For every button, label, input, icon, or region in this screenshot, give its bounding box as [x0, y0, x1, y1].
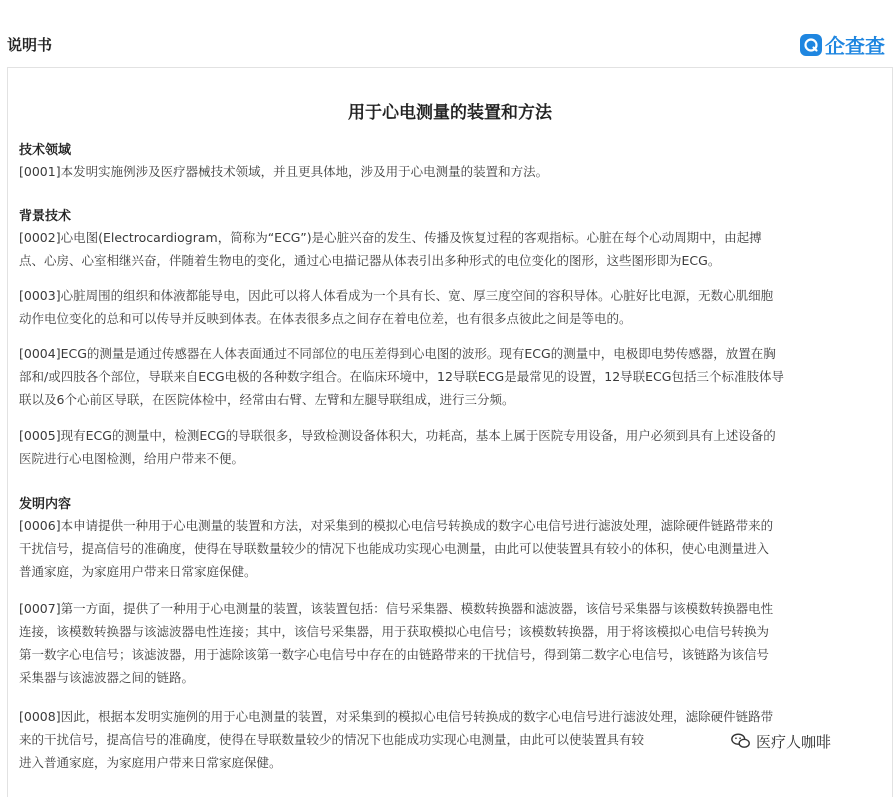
- section-heading-background: 背景技术: [19, 209, 72, 224]
- paragraph-line: 进入普通家庭，为家庭用户带来日常家庭保健。: [19, 755, 282, 770]
- paragraph-line: 第一数字心电信号；该滤波器，用于滤除该第一数字心电信号中存在的由链路带来的干扰信号，得到第二数字心电信号，该链路为该信号: [19, 647, 770, 662]
- paragraph-0002: [19, 226, 869, 272]
- page-header: [0, 0, 896, 64]
- section-heading-technical-field: 技术领域: [19, 143, 72, 158]
- paragraph-line: [0001]本发明实施例涉及医疗器械技术领域，并且更具体地，涉及用于心电测量的装置和方法。: [19, 164, 549, 179]
- qichacha-logo-icon: [800, 34, 822, 56]
- paragraph-0005: [19, 424, 869, 470]
- paragraph-line: 普通家庭，为家庭用户带来日常家庭保健。: [19, 564, 257, 579]
- paragraph-0006: [19, 514, 869, 583]
- paragraph-line: 医院进行心电图检测，给用户带来不便。: [19, 451, 245, 466]
- paragraph-line: 部和/或四肢各个部位，导联来自ECG电极的各种数字组合。在临床环境中，12导联ECG是最常见的设置，12导联ECG包括三个标准肢体导: [19, 369, 784, 384]
- wechat-icon: [730, 730, 752, 752]
- paragraph-line: 干扰信号，提高信号的准确度，使得在导联数量较少的情况下也能成功实现心电测量，由此可以使装置具有较小的体积，使心电测量进入: [19, 541, 770, 556]
- paragraph-0007: [19, 597, 869, 689]
- document-title: 用于心电测量的装置和方法: [348, 103, 552, 123]
- paragraph-0004: [19, 342, 869, 411]
- paragraph-line: [0003]心脏周围的组织和体液都能导电，因此可以将人体看成为一个具有长、宽、厚三度空间的容积导体。心脏好比电源，无数心肌细胞: [19, 288, 774, 303]
- paragraph-line: [0007]第一方面，提供了一种用于心电测量的装置，该装置包括：信号采集器、模数转换器和滤波器，该信号采集器与该模数转换器电性: [19, 601, 774, 616]
- paragraph-line: 采集器与该滤波器之间的链路。: [19, 670, 195, 685]
- paragraph-line: [0008]因此，根据本发明实施例的用于心电测量的装置，对采集到的模拟心电信号转换成的数字心电信号进行滤波处理，滤除硬件链路带: [19, 709, 774, 724]
- paragraph-line: 点、心房、心室相继兴奋，伴随着生物电的变化，通过心电描记器从体表引出多种形式的电位变化的图形，这些图形即为ECG。: [19, 253, 721, 268]
- paragraph-line: 连接，该模数转换器与该滤波器电性连接；其中，该信号采集器，用于获取模拟心电信号；该模数转换器，用于将该模拟心电信号转换为: [19, 624, 770, 639]
- wechat-watermark: [730, 730, 831, 752]
- qichacha-logo[interactable]: [800, 30, 885, 59]
- paragraph-line: [0004]ECG的测量是通过传感器在人体表面通过不同部位的电压差得到心电图的波形。现有ECG的测量中，电极即电势传感器，放置在胸: [19, 346, 776, 361]
- paragraph-line: [0006]本申请提供一种用于心电测量的装置和方法，对采集到的模拟心电信号转换成的数字心电信号进行滤波处理，滤除硬件链路带来的: [19, 518, 774, 533]
- paragraph-line: [0005]现有ECG的测量中，检测ECG的导联很多，导致检测设备体积大，功耗高，基本上属于医院专用设备，用户必须到具有上述设备的: [19, 428, 776, 443]
- paragraph-0003: [19, 284, 869, 330]
- paragraph-line: 联以及6个心前区导联，在医院体检中，经常由右臂、左臂和左腿导联组成，进行三分频。: [19, 392, 515, 407]
- logo-text: 企查查: [825, 34, 885, 58]
- document-card: [7, 67, 893, 797]
- paragraph-line: [0002]心电图(Electrocardiogram，简称为“ECG”)是心脏兴奋的发生、传播及恢复过程的客观指标。心脏在每个心动周期中，由起搏: [19, 230, 762, 245]
- paragraph-line: 动作电位变化的总和可以传导并反映到体表。在体表很多点之间存在着电位差，也有很多点彼此之间是等电的。: [19, 311, 632, 326]
- paragraph-line: 来的干扰信号，提高信号的准确度，使得在导联数量较少的情况下也能成功实现心电测量，由此可以使装置具有较: [19, 732, 645, 747]
- header-title: 说明书: [7, 36, 53, 54]
- section-heading-invention-content: 发明内容: [19, 497, 72, 512]
- paragraph-0001: [19, 160, 869, 183]
- watermark-text: 医疗人咖啡: [756, 732, 832, 751]
